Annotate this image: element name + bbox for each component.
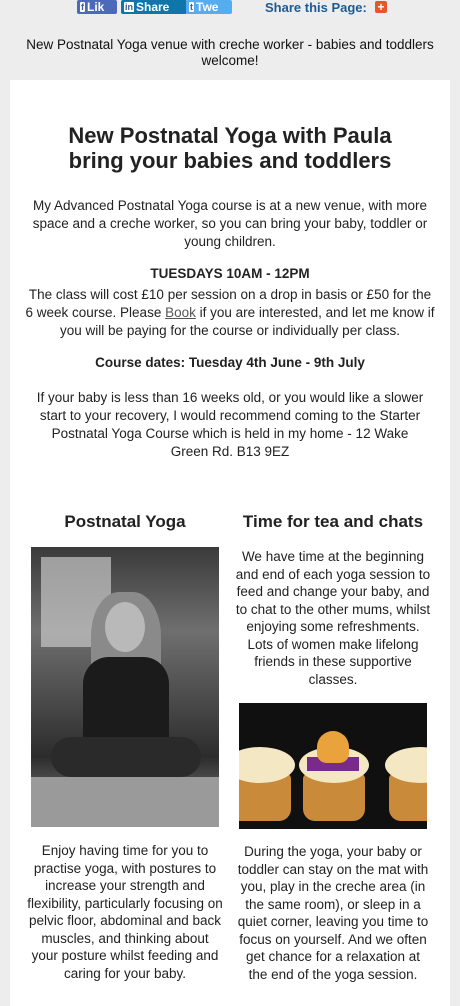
tea-text-3: During the yoga, your baby or toddler can stay on the mat with you, play in the creche area (in the same room), or sleep in a quiet corner, leaving you time to focus on yourself. And we often get chance for a relaxation at the end of the yoga session.: [237, 844, 429, 982]
tea-and-chats-heading: Time for tea and chats: [242, 512, 424, 531]
plus-icon[interactable]: +: [375, 1, 387, 13]
course-dates: Course dates: Tuesday 4th June - 9th July: [95, 355, 365, 370]
facebook-like-button[interactable]: [77, 0, 117, 14]
twitter-icon: t: [190, 2, 193, 12]
twitter-label: Twe: [196, 0, 219, 14]
share-bar: [0, 0, 460, 16]
starter-course-text: If your baby is less than 16 weeks old, or you would like a slower start to your recovery, I would recommend coming to the Starter Postnatal Yoga Course which is held in my home - 12 Wake Green Rd. B13 9EZ: [36, 390, 424, 459]
postnatal-yoga-heading: Postnatal Yoga: [64, 512, 186, 531]
price-text-end: if you are interested, and let me know if you will be paying for the course or individually per class.: [60, 305, 435, 338]
linkedin-icon: in: [125, 2, 133, 12]
tagline: New Postnatal Yoga venue with creche worker - babies and toddlers welcome!: [26, 37, 434, 68]
price-text-start: The class will cost £10 per session on a drop in basis or £50 for the 6 week course. Please: [25, 287, 432, 320]
share-page-label: Share this Page:: [265, 0, 367, 15]
tea-text-2: Lots of women make lifelong friends in these supportive classes.: [247, 636, 419, 687]
cupcakes-photo: [239, 703, 427, 829]
tea-and-chats-column: [235, 512, 431, 983]
class-times: TUESDAYS 10AM - 12PM: [150, 266, 310, 281]
linkedin-share-button[interactable]: [121, 0, 187, 14]
intro-text: My Advanced Postnatal Yoga course is at a new venue, with more space and a creche worker, so you can bring your baby, toddler or young children.: [32, 198, 428, 249]
postnatal-yoga-column: [27, 512, 223, 982]
price-text: [24, 286, 436, 340]
book-link[interactable]: Book: [165, 305, 196, 320]
tea-text-1: We have time at the beginning and end of each yoga session to feed and change your baby, and to chat to the other mums, whilst enjoying some refreshments.: [235, 549, 431, 634]
facebook-icon: f: [81, 2, 84, 12]
postnatal-yoga-text: Enjoy having time for you to practise yoga, with postures to increase your strength and flexibility, particularly focusing on pelvic floor, abdominal and back muscles, and thinking about your posture whilst feeding and caring for your baby.: [27, 843, 223, 981]
yoga-photo: [31, 547, 219, 827]
content-panel: [10, 80, 450, 1006]
twitter-share-button[interactable]: [186, 0, 232, 14]
facebook-label: Lik: [87, 0, 105, 14]
linkedin-label: Share: [136, 0, 170, 14]
page-title: New Postnatal Yoga with Paula bring your babies and toddlers: [68, 123, 392, 173]
